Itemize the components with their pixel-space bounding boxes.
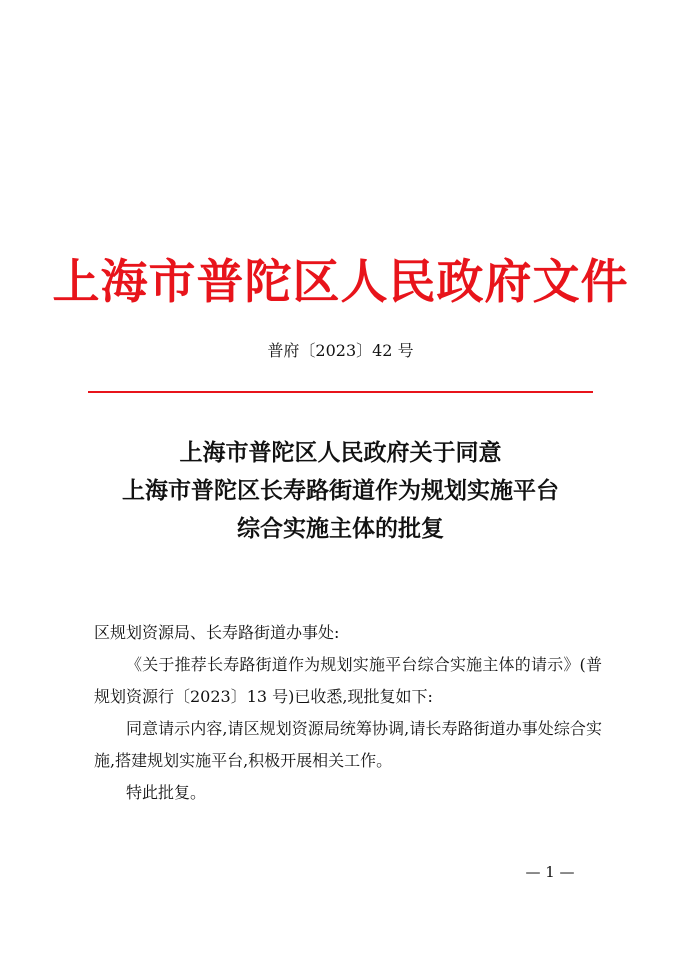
document-header: 上海市普陀区人民政府文件 [52, 255, 629, 310]
paragraph-2: 同意请示内容,请区规划资源局统筹协调,请长寿路街道办事处综合实施,搭建规划实施平台,积极开展相关工作。 [94, 719, 602, 770]
title-line-3: 综合实施主体的批复 [237, 515, 444, 542]
paragraph-1: 《关于推荐长寿路街道作为规划实施平台综合实施主体的请示》(普规划资源行〔2023〕13 号)已收悉,现批复如下: [94, 655, 602, 706]
page-number: — 1 — [525, 863, 575, 881]
title-line-2: 上海市普陀区长寿路街道作为规划实施平台 [122, 477, 559, 504]
document-number: 普府〔2023〕42 号 [267, 341, 414, 360]
paragraph-3: 特此批复。 [126, 783, 207, 802]
title-line-1: 上海市普陀区人民政府关于同意 [179, 439, 502, 466]
document-title [0, 434, 681, 548]
red-divider-line [88, 391, 593, 393]
document-body [94, 617, 602, 809]
salutation: 区规划资源局、长寿路街道办事处: [94, 623, 340, 642]
